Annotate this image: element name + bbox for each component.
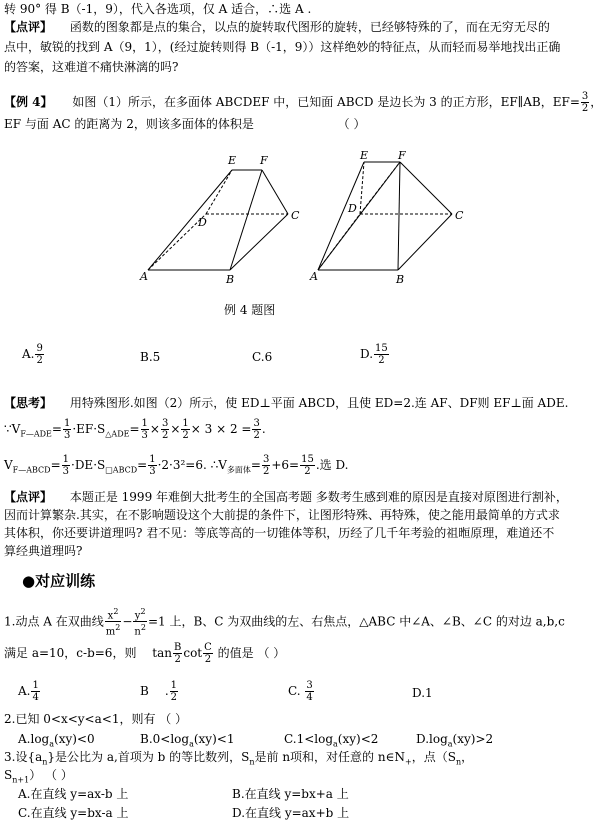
line-rotation-result: 转 90° 得 B（-1，9），代入各选项，仅 A 适合，∴选 A . <box>4 2 312 16</box>
q2-option-a: $A.\log_a(xy)<0$ <box>18 732 95 749</box>
fig2-label-C: C <box>455 209 464 222</box>
q1-option-b: B . $\frac{1}{2}$ <box>140 680 178 703</box>
figure-1-polyhedron <box>140 152 310 287</box>
fig1-label-D: D <box>198 216 207 229</box>
ex4-option-b: B.5 <box>140 350 161 364</box>
comment2-line3: 其体积，你还要讲道理吗? 君不见：等底等高的一切锥体等积，历经了几千年考验的祖暅原理，难道还不 <box>4 526 555 540</box>
fig1-label-E: E <box>228 154 237 167</box>
example4-text2: EF 与面 AC 的距离为 2，则该多面体的体积是 <box>4 117 254 131</box>
thinking-eq1: $\because V_{F—ADE}=$ $\frac{1}{3}$ $\cdot EF\cdot S_{\triangle ADE}=$ $\frac{1}{3}$ × $\frac{3}{2}$ × $\frac{1}{2}$ × 3 × 2 = $\frac{3}{2}$ . <box>4 418 266 441</box>
q2-option-b: $B.0<\log_a(xy)<1$ <box>140 732 235 749</box>
q3-line2: $S_{n+1}$） （ ） <box>4 768 73 785</box>
fig1-label-C: C <box>291 209 300 222</box>
q3-option-b: B.在直线 y=bx+a 上 <box>232 787 349 801</box>
comment1-line2: 点中，敏锐的找到 A（9，1），(经过旋转则得 B（-1，9））这样绝妙的特征点，从而轻而易举地找出正确 <box>4 40 561 54</box>
fig1-label-F: F <box>260 154 268 167</box>
fig2-label-B: B <box>396 273 405 286</box>
q2-stem: 2.已知 0<x<y<a<1，则有 （ ） <box>4 712 188 726</box>
ex4-option-c: C.6 <box>252 350 273 364</box>
comment1-text1: 函数的图象都是点的集合，以点的旋转取代图形的旋转，已经够特殊的了，而在无穷无尽的 <box>69 20 550 34</box>
example4-blank: （ ） <box>337 117 366 131</box>
thinking-text: 用特殊图形.如图（2）所示，使 ED⊥平面 ABCD，且使 ED=2.连 AF、DF则 EF⊥面 ADE. <box>69 396 569 410</box>
q1-option-a: A. $\frac{1}{4}$ <box>18 680 39 703</box>
comment1-line3: 的答案，这难道不痛快淋漓的吗? <box>4 60 179 74</box>
fig2-label-E: E <box>360 149 369 162</box>
ex4-option-a: A. $\frac{9}{2}$ <box>22 343 43 366</box>
q3-option-d: D.在直线 y=ax+b 上 <box>232 806 350 820</box>
q1-line2: 满足 a=10，c-b=6，则 tan $\frac{B}{2}$ cot $\frac{C}{2}$ 的值是 （ ） <box>4 642 286 665</box>
q1-line1: 1.动点 A 在双曲线 $\frac{x^2}{m^2}$ − $\frac{y^2}{n^2}$ =1 上，B、C 为双曲线的左、右焦点，△ABC 中∠A、∠B、∠C 的对边 a,b,c <box>4 607 565 638</box>
q3-line1: 3.设$\{a_n\}$是公比为 a,首项为 b 的等比数列，$S_n$是前 n项和，对任意的 $n\in N_+$，点（$S_n$， <box>4 750 474 767</box>
ex4-option-d: D. $\frac{15}{2}$ <box>360 343 388 366</box>
example4-line1: 【例 4】 如图（1）所示，在多面体 ABCDEF 中，已知面 ABCD 是边长为 3 的正方形，EF∥AB，EF= $\frac{3}{2}$ ， <box>4 91 602 114</box>
figure-caption: 例 4 题图 <box>224 303 276 317</box>
q1-option-d: D.1 <box>412 686 433 700</box>
figure-2-polyhedron <box>310 150 485 285</box>
comment2-line2: 因而计算繁杂.其实，在不影响题设这个大前提的条件下，让图形特殊、再特殊，使之能用最简单的方式求 <box>4 508 560 522</box>
comment2-tag: 【点评】 <box>4 490 53 504</box>
q2-option-c: $C.1<\log_a(xy)<2$ <box>284 732 379 749</box>
thinking-line1 <box>4 396 568 411</box>
comment2-line1: 【点评】 本题正是 1999 年难倒大批考生的全国高考题 多数考生感到难的原因是直接对原图进行割补， <box>4 490 568 504</box>
example4-line2 <box>4 117 365 132</box>
q3-option-a: A.在直线 y=ax-b 上 <box>18 787 129 801</box>
example4-tag: 【例 4】 <box>4 95 53 109</box>
thinking-eq2: $V_{F—ABCD}=$ $\frac{1}{3}$ $\cdot DE\cdot S_{□ABCD}=$ $\frac{1}{3}$ ·2·3²=6. $\therefore V_{多面体}=$ $\frac{3}{2}$ +6= $\frac{15}{2}$ .选 D. <box>4 454 349 477</box>
comment2-line4: 算经典道理吗? <box>4 544 83 558</box>
example4-text1: 如图（1）所示，在多面体 ABCDEF 中，已知面 ABCD 是边长为 3 的正方形，EF∥AB，EF= <box>72 95 580 109</box>
section-heading: ●对应训练 <box>22 572 96 590</box>
fig2-label-D: D <box>348 202 357 215</box>
fig1-label-B: B <box>226 273 235 286</box>
fig1-label-A: A <box>140 270 148 283</box>
comment1-tag: 【点评】 <box>4 20 53 34</box>
example4-ef-fraction: $\frac{3}{2}$ <box>581 91 589 114</box>
fig2-label-A: A <box>310 270 318 283</box>
q3-option-c: C.在直线 y=bx-a 上 <box>18 806 129 820</box>
comment1-line1 <box>4 20 550 35</box>
q1-option-c: C. $\frac{3}{4}$ <box>288 680 313 703</box>
q2-option-d: $D.\log_a(xy)>2$ <box>416 732 494 749</box>
fig2-label-F: F <box>398 149 406 162</box>
thinking-tag: 【思考】 <box>4 396 53 410</box>
